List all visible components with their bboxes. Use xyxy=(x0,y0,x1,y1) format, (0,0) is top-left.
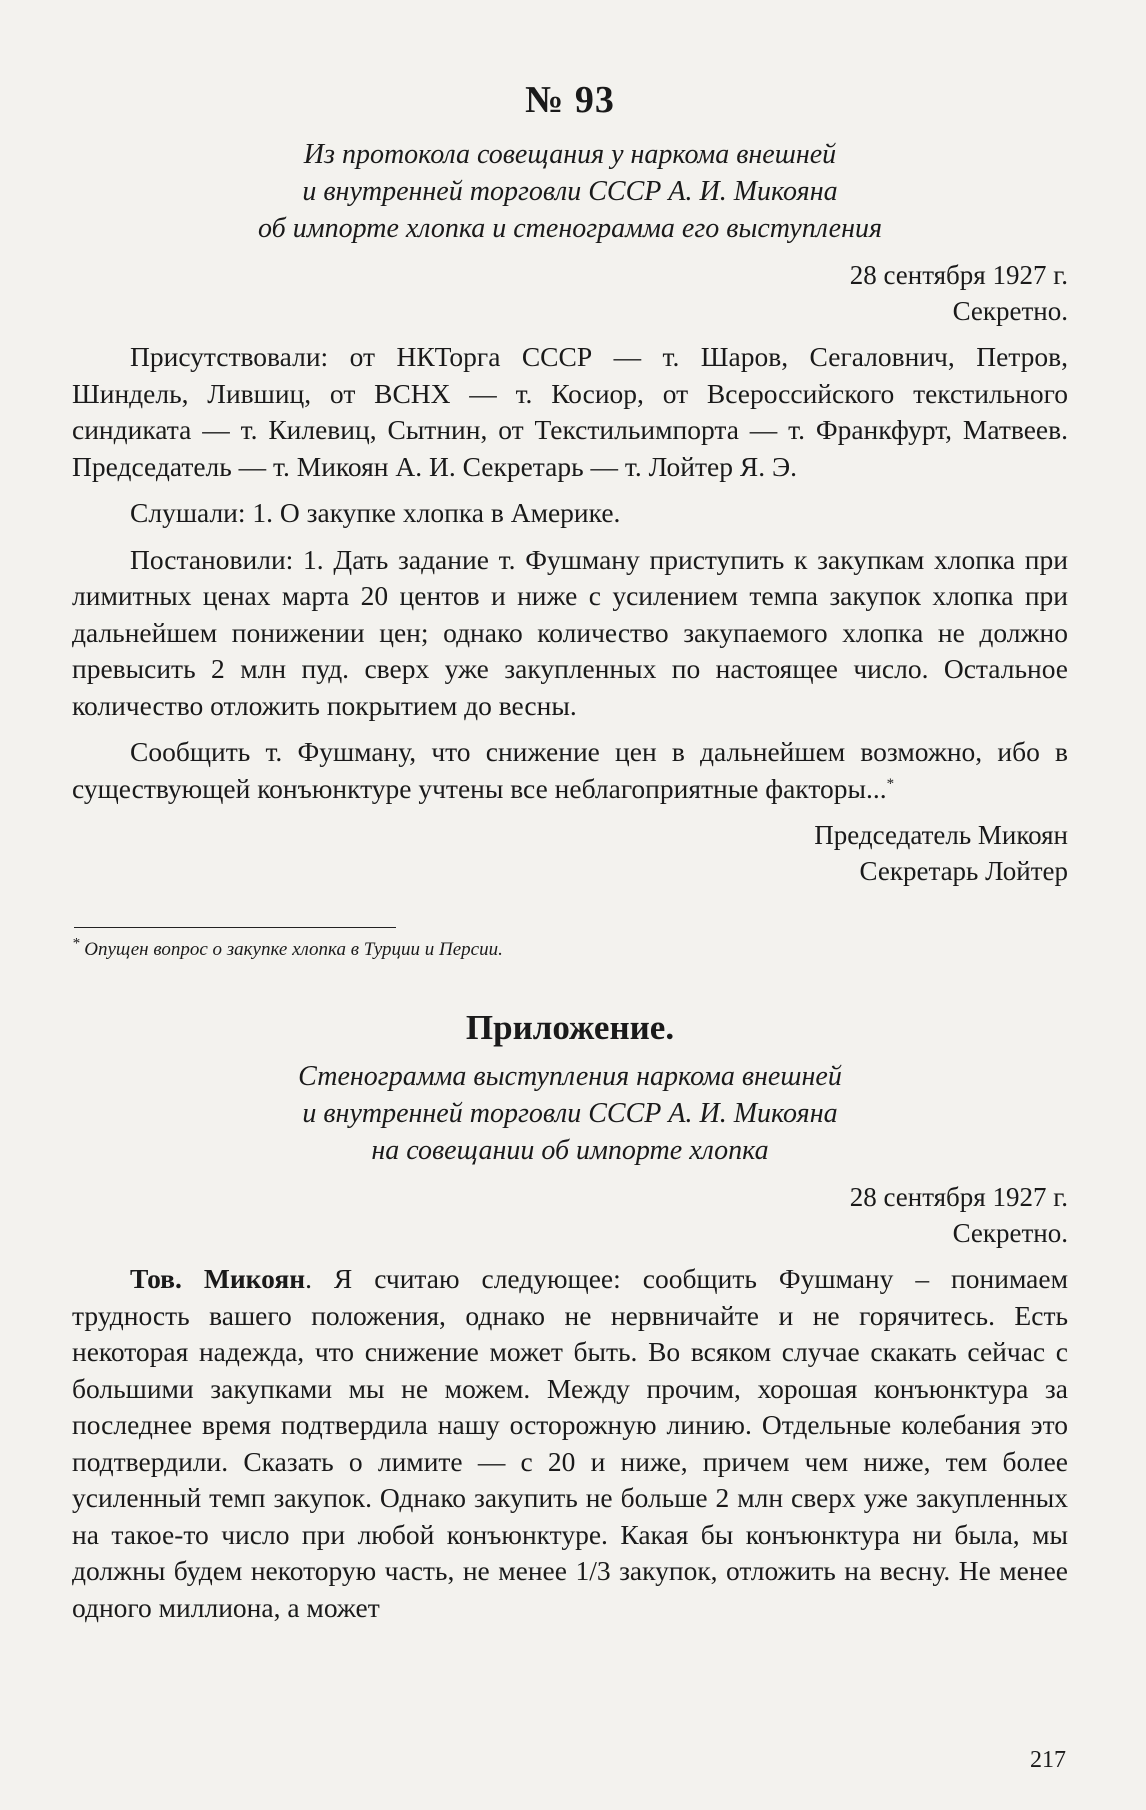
appendix-title-line: на совещании об импорте хлопка xyxy=(371,1135,769,1166)
speech-paragraph xyxy=(72,1261,1068,1626)
speech-text: . Я считаю следующее: сообщить Фушману – понимаем трудность вашего положения, однако не нервничайте и не горячитесь. Есть некоторая надежда, что снижение может быть. Во всяком случае скакать сейчас с большими закупками мы не можем. Между прочим, хорошая конъюнктура за последнее время подтвердила нашу осторожную линию. Отдельные колебания это подтвердили. Сказать о лимите — с 20 и ниже, причем чем ниже, тем более усиленный темп закупок. Однако закупить не больше 2 млн сверх уже закупленных на такое-то число при любой конъюнктуре. Какая бы конъюнктура ни была, мы должны будем некоторую часть, не менее 1/3 закупок, отложить на весну. Не менее одного миллиона, а может xyxy=(72,1263,1068,1623)
signature-secretary: Секретарь Лойтер xyxy=(859,856,1068,886)
document-date: 28 сентября 1927 г. xyxy=(849,260,1068,290)
appendix-title-line: и внутренней торговли СССР А. И. Микояна xyxy=(302,1098,838,1129)
footnote-marker: * xyxy=(886,775,895,792)
footnote-text: Опущен вопрос о закупке хлопка в Турции и Персии. xyxy=(84,939,503,960)
appendix-classification: Секретно. xyxy=(952,1218,1068,1248)
appendix-title xyxy=(72,1058,1068,1169)
inform-paragraph xyxy=(72,734,1068,807)
document-title-line: Из протокола совещания у наркома внешней xyxy=(303,139,837,170)
page-number: 217 xyxy=(1030,1747,1066,1773)
document-number: № 93 xyxy=(525,79,615,121)
document-classification: Секретно. xyxy=(952,296,1068,326)
resolved-paragraph: Постановили: 1. Дать задание т. Фушману приступить к закупкам хлопка при лимитных ценах марта 20 центов и ниже с усилением темпа закупок хлопка при дальнейшем понижении цен; однако количество закупаемого хлопка не должно превысить 2 млн пуд. сверх уже закупленных по настоящее число. Остальное количество отложить покрытием до весны. xyxy=(72,543,1068,721)
footnote-marker: * xyxy=(72,935,80,952)
heard-paragraph: Слушали: 1. О закупке хлопка в Америке. xyxy=(130,497,621,528)
document-title-line: и внутренней торговли СССР А. И. Микояна xyxy=(302,176,838,207)
attendees-paragraph: Присутствовали: от НКТорга СССР — т. Шаров, Сегаловнич, Петров, Шиндель, Лившиц, от ВСНХ — т. Косиор, от Всероссийского текстильного синдиката — т. Килевиц, Сытнин, от Текстильимпорта — т. Франкфурт, Матвеев. Председатель — т. Микоян А. И. Секретарь — т. Лойтер Я. Э. xyxy=(72,341,1068,482)
speaker-name: Тов. Микоян xyxy=(130,1263,306,1294)
footnote xyxy=(72,936,1068,964)
appendix-title-line: Стенограмма выступления наркома внешней xyxy=(298,1061,842,1092)
signature-chair: Председатель Микоян xyxy=(814,820,1068,850)
document-title xyxy=(72,136,1068,247)
document-title-line: об импорте хлопка и стенограмма его выступления xyxy=(258,213,882,244)
appendix-heading: Приложение. xyxy=(465,1008,675,1047)
inform-text: Сообщить т. Фушману, что снижение цен в дальнейшем возможно, ибо в существующей конъюнктуре учтены все неблагоприятные факторы... xyxy=(72,736,1068,804)
footnote-divider xyxy=(74,927,396,928)
appendix-date: 28 сентября 1927 г. xyxy=(849,1182,1068,1212)
